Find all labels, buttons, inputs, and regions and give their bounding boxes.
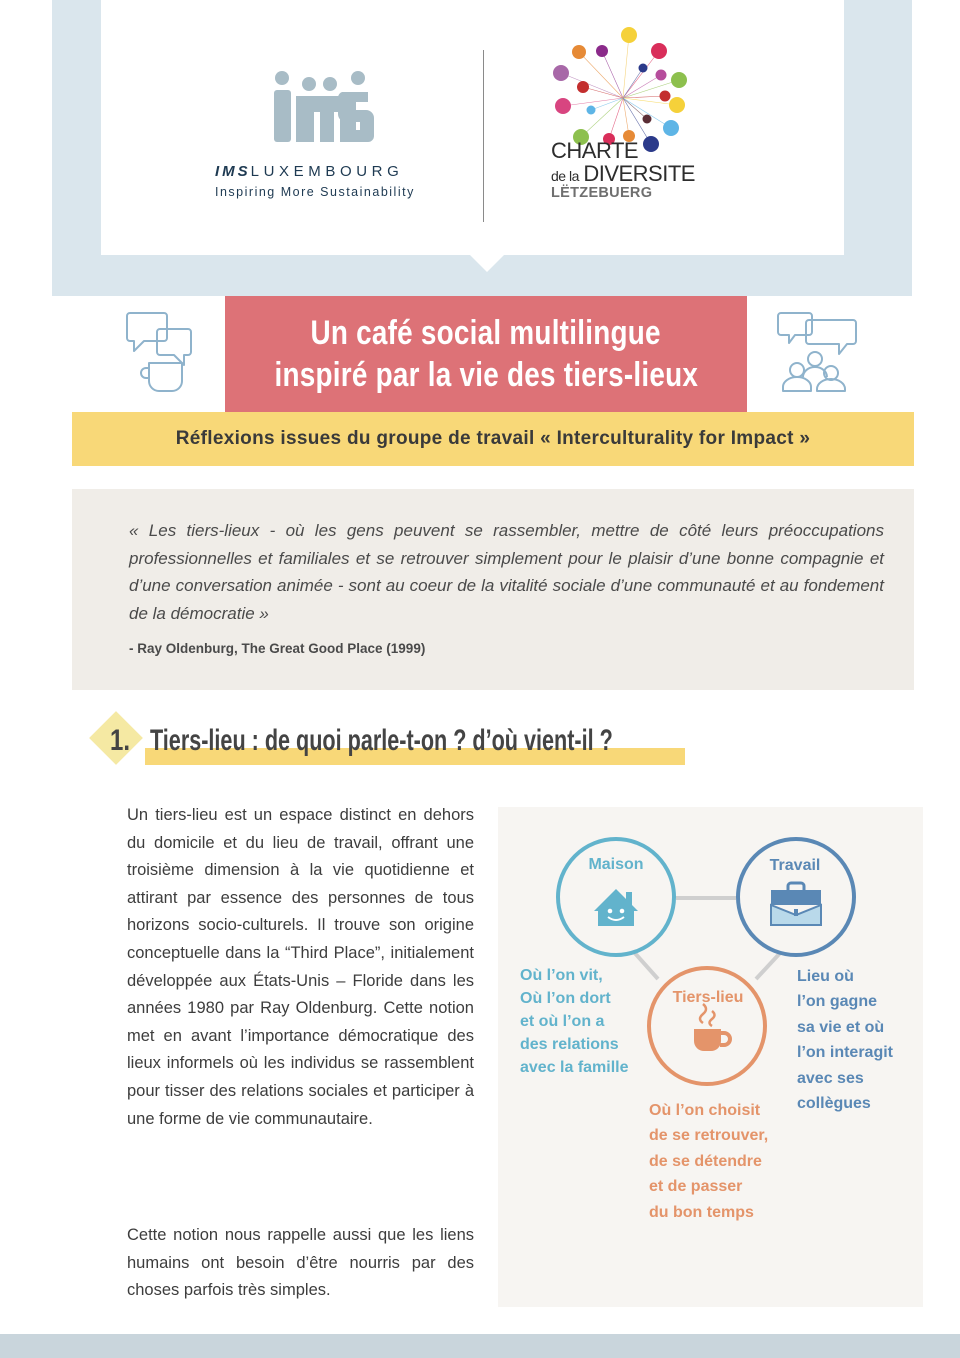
ims-luxembourg-logo bbox=[210, 70, 430, 210]
subtitle: Réflexions issues du groupe de travail « Interculturality for Impact » bbox=[175, 428, 811, 449]
maison-description: Où l’on vit, Où l’on dort et où l’on a des relations avec la famille bbox=[520, 967, 629, 1076]
section-paragraph-1 bbox=[127, 802, 474, 1133]
footer-band bbox=[0, 1334, 960, 1358]
tiers-lieu-circle bbox=[649, 968, 765, 1084]
section-number: 1. bbox=[110, 724, 131, 757]
ims-people-icon bbox=[270, 70, 374, 142]
charte-diversite-logo bbox=[545, 24, 705, 209]
logo-divider bbox=[483, 50, 484, 222]
maison-title: Maison bbox=[588, 856, 644, 873]
tiers-lieu-title: Tiers-lieu bbox=[672, 989, 744, 1006]
title-banner bbox=[225, 296, 747, 412]
section-paragraph-2: Cette notion nous rappelle aussi que les liens humains ont besoin d’être nourris par des choses parfois très simples. bbox=[127, 1226, 474, 1300]
ims-tagline: Inspiring More Sustainability bbox=[215, 185, 415, 199]
travail-description: Lieu où l’on gagne sa vie et où l’on interagit avec ses collègues bbox=[797, 968, 893, 1113]
charte-line3: LËTZEBUERG bbox=[551, 185, 653, 201]
tiers-lieu-description: Où l’on choisit de se retrouver, de se détendre et de passer du bon temps bbox=[649, 1102, 769, 1221]
page-title-line1: Un café social multilingue bbox=[310, 314, 662, 352]
diversity-burst-icon bbox=[545, 24, 695, 152]
header-notch bbox=[469, 254, 505, 272]
group-conversation-icon bbox=[773, 309, 859, 393]
paragraph-1-text: Un tiers-lieu est un espace distinct en dehors du domicile et du lieu de travail, offrant une troisième dimension à la vie quotidienne et attirant par essence des personnes de tous horizons socio-culturels. Il trouve son origine conceptuelle dans la “Third Place”, initialement développée aux États-Unis – Floride dans les années 1980 par Ray Oldenburg. Cette notion met en avant l’importance démocratique des lieux informels où les individus se rassemblent pour tisser des relations sociales et participer à une forme de vie communautaire. bbox=[127, 806, 474, 1128]
charte-line1: CHARTE bbox=[551, 138, 639, 163]
subtitle-bar bbox=[72, 412, 914, 466]
chat-coffee-icon bbox=[124, 309, 196, 393]
page-title-line2: inspiré par la vie des tiers-lieux bbox=[274, 356, 698, 394]
travail-title: Travail bbox=[769, 857, 821, 874]
ims-name: IMSLUXEMBOURG bbox=[215, 163, 404, 180]
charte-line2: de la DIVERSITE bbox=[551, 161, 695, 186]
quote-text: « Les tiers-lieux - où les gens peuvent se rassembler, mettre de côté leurs préoccupations professionnelles et familiales et se retrouver simplement pour le plaisir d’une bonne compagnie et d’une conversation animée - sont au coeur de la vitalité sociale d’une communauté et au fondement de la démocratie » bbox=[129, 521, 884, 623]
third-place-diagram bbox=[498, 807, 923, 1307]
quote-author: - Ray Oldenburg, The Great Good Place (1999) bbox=[129, 641, 426, 656]
section-title: Tiers-lieu : de quoi parle-t-on ? d’où vient-il ? bbox=[150, 724, 613, 757]
quote-box bbox=[72, 489, 914, 690]
